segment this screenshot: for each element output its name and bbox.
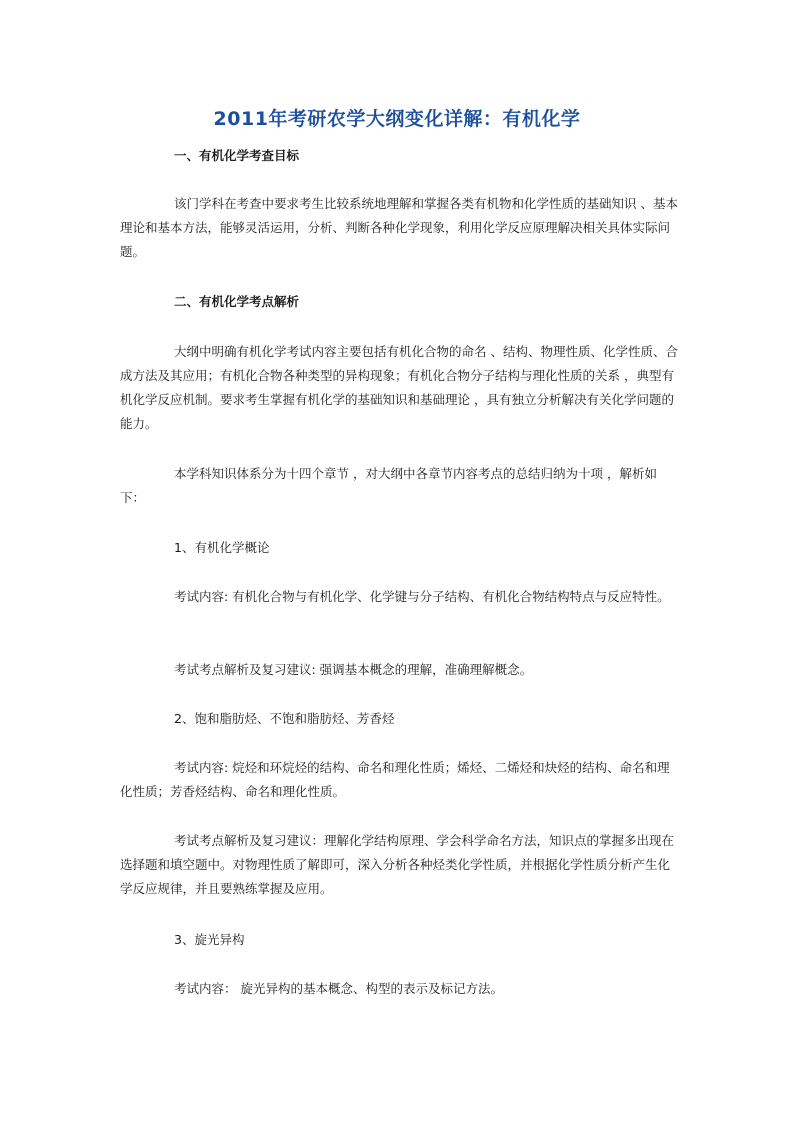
item3-title: 3、旋光异构 (174, 932, 245, 947)
section1-heading: 一、有机化学考查目标 (174, 148, 300, 163)
section2-heading: 二、有机化学考点解析 (174, 294, 300, 309)
item1-content: 考试内容: 有机化合物与有机化学、化学键与分子结构、有机化合物结构特点与反应特性。 (174, 589, 670, 604)
section2-paragraph-1: 大纲中明确有机化学考试内容主要包括有机化合物的命名 、结构、物理性质、化学性质、合成方法及其应用；有机化合物各种类型的异构现象；有机化合物分子结构与理化性质的关系 ，典型有机化学反应机制。要求考生掌握有机化学的基础知识和基础理论 ，具有独立分析解决有关化学问题的能力。 (120, 344, 678, 431)
item2-advice: 考试考点解析及复习建议：理解化学结构原理、学会科学命名方法，知识点的掌握多出现在选择题和填空题中。对物理性质了解即可，深入分析各种烃类化学性质，并根据化学性质分析产生化学反应规律，并且要熟练掌握及应用。 (120, 833, 675, 896)
item1-advice: 考试考点解析及复习建议: 强调基本概念的理解，准确理解概念。 (174, 662, 533, 677)
section1-paragraph: 该门学科在考查中要求考生比较系统地理解和掌握各类有机物和化学性质的基础知识 、基本理论和基本方法，能够灵活运用，分析、判断各种化学现象，利用化学反应原理解决相关具体实际问题。 (120, 196, 678, 259)
section2-paragraph-2: 本学科知识体系分为十四个章节 ，对大纲中各章节内容考点的总结归纳为十项 ，解析如下： (120, 466, 657, 505)
item3-content: 考试内容： 旋光异构的基本概念、构型的表示及标记方法。 (174, 981, 503, 996)
item2-content: 考试内容: 烷烃和环烷烃的结构、命名和理化性质；烯烃、二烯烃和炔烃的结构、命名和理化性质；芳香烃结构、命名和理化性质。 (120, 760, 670, 799)
item2-title: 2、饱和脂肪烃、不饱和脂肪烃、芳香烃 (174, 711, 395, 726)
document-title: 2011年考研农学大纲变化详解：有机化学 (213, 108, 581, 130)
item1-title: 1、有机化学概论 (174, 540, 270, 555)
